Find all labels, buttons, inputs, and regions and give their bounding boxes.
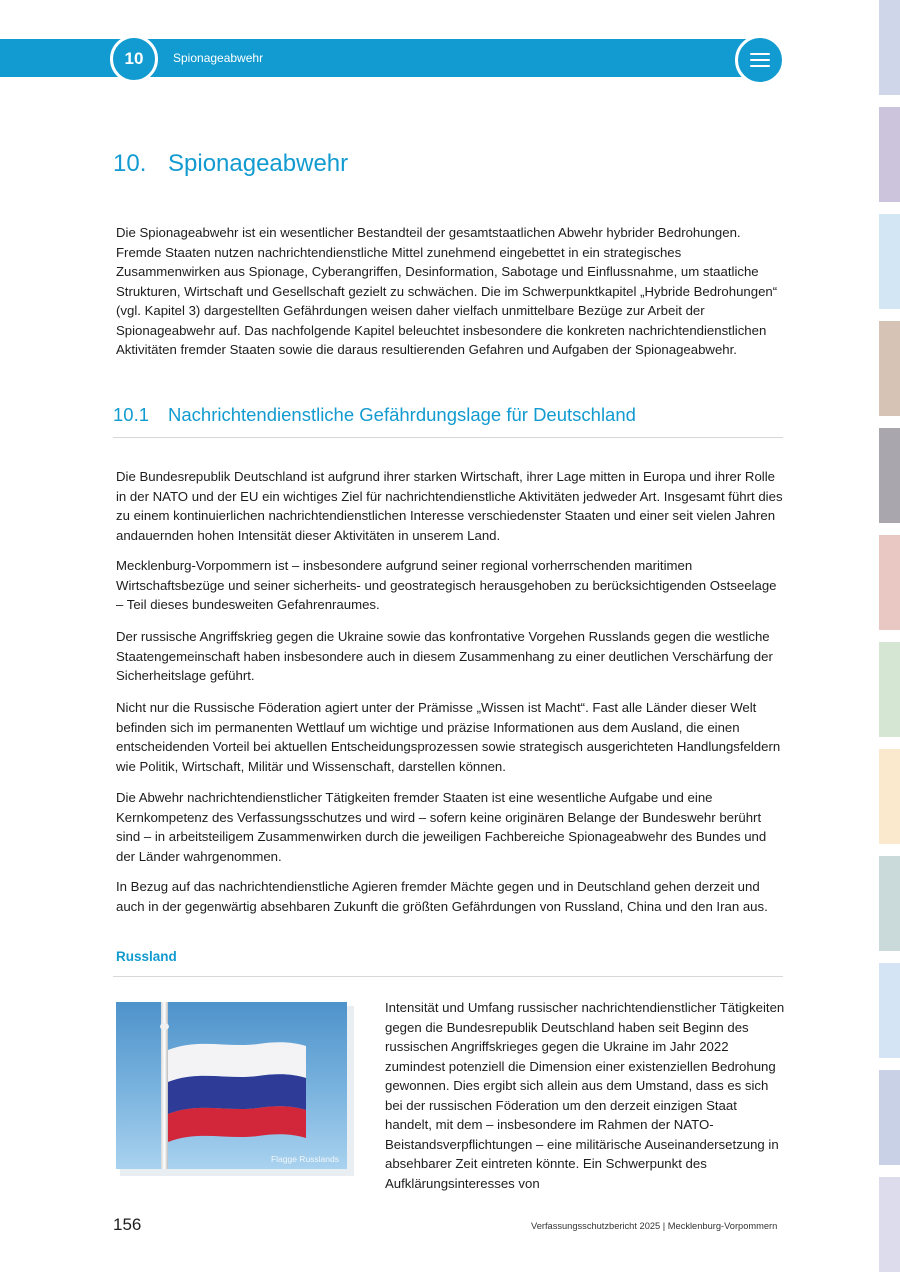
body-paragraph: Die Abwehr nachrichtendienstlicher Tätigkeiten fremder Staaten ist eine wesentliche Aufgabe und eine Kernkompetenz des Verfassungsschutzes und wird – sofern keine originären Belange der Bundeswehr berührt sind – in arbeitsteiligem Zusammenwirken durch die jeweiligen Fachbereiche Spionageabwehr des Bundes und der Länder wahrgenommen. xyxy=(116,790,767,864)
body-paragraph: Nicht nur die Russische Föderation agiert unter der Prämisse „Wissen ist Macht“. Fast alle Länder dieser Welt befinden sich im permanenten Wettlauf um wichtige und präzise Informationen aus dem Ausland, die einen entscheidenden Vorteil bei aktuellen Entscheidungsprozessen sowie strategisch ausgerichteten Handlungsfeldern wie Politik, Wirtschaft, Militär und Wissenschaft, darstellen können. xyxy=(116,700,781,774)
footer-publication: Verfassungsschutzbericht 2025 | Mecklenburg-Vorpommern xyxy=(531,1221,778,1231)
chapter-number-badge: 10 xyxy=(110,35,158,83)
chapter-tab[interactable] xyxy=(879,214,900,309)
chapter-tab[interactable] xyxy=(879,0,900,95)
chapter-tab[interactable] xyxy=(879,107,900,202)
russia-paragraph: Intensität und Umfang russischer nachrichtendienstlicher Tätigkeiten gegen die Bundesrepublik Deutschland haben seit Beginn des russischen Angriffskrieges gegen die Ukraine im Jahr 2022 zumindest potenziell die Dimension einer existenziellen Bedrohung gewonnen. Dies ergibt sich allein aus dem Umstand, dass es sich bei der russischen Föderation um den derzeit einzigen Staat handelt, mit dem – insbesondere im Rahmen der NATO-Beistandsverpflichtungen – eine militärische Auseinandersetzung in absehbarer Zeit eintreten könnte. Ein Schwerpunkt des Aufklärungsinteresses von xyxy=(385,1000,785,1191)
russia-flag-image xyxy=(116,1002,347,1169)
section-heading xyxy=(113,404,636,426)
body-paragraph: Die Bundesrepublik Deutschland ist aufgrund ihrer starken Wirtschaft, ihrer Lage mitten in Europa und ihrer Rolle in der NATO und der EU ein wichtiges Ziel für nachrichtendienstliche Aktivitäten jedweder Art. Insgesamt führt dies zu einem kontinuierlichen nachrichtendienstlichen Interesse verschiedenster Staaten und einer seit vielen Jahren andauernden hohen Intensität dieser Aktivitäten in unserem Land. xyxy=(116,469,783,543)
page-number: 156 xyxy=(113,1215,142,1234)
chapter-tab[interactable] xyxy=(879,749,900,844)
hamburger-icon-line xyxy=(750,59,770,61)
chapter-heading xyxy=(113,150,348,178)
body-paragraph: Der russische Angriffskrieg gegen die Ukraine sowie das konfrontative Vorgehen Russlands gegen die westliche Staatengemeinschaft haben insbesondere auch in diesem Zusammenhang zu einer deutlichen Verschärfung der Sicherheitslage geführt. xyxy=(116,629,773,683)
chapter-tab[interactable] xyxy=(879,535,900,630)
body-paragraph: In Bezug auf das nachrichtendienstliche Agieren fremder Mächte gegen und in Deutschland gehen derzeit und auch in der gegenwärtig absehbaren Zukunft die größten Gefährdungen von Russland, China und den Iran aus. xyxy=(116,879,768,914)
chapter-tab[interactable] xyxy=(879,1177,900,1272)
chapter-tab[interactable] xyxy=(879,856,900,951)
hamburger-icon-line xyxy=(750,65,770,67)
section-heading-number: 10.1 xyxy=(113,404,150,425)
menu-button[interactable] xyxy=(735,35,785,85)
hamburger-icon xyxy=(750,53,770,55)
intro-paragraph: Die Spionageabwehr ist ein wesentlicher Bestandteil der gesamtstaatlichen Abwehr hybrider Bedrohungen. Fremde Staaten nutzen nachrichtendienstliche Mittel zunehmend eingebettet in ein strategisches Zusammenwirken aus Spionage, Cyberangriffen, Desinformation, Sabotage und Einflussnahme, um staatliche Strukturen, Wirtschaft und Gesellschaft gezielt zu schwächen. Die im Schwerpunktkapitel „Hybride Bedrohungen“ (vgl. Kapitel 3) dargestellten Gefährdungen weisen daher vielfach unmittelbare Bezüge zur Arbeit der Spionageabwehr auf. Das nachfolgende Kapitel beleuchtet insbesondere die konkreten nachrichtendienstlichen Aktivitäten fremder Staaten sowie die daraus resultierenden Gefahren und Aufgaben der Spionageabwehr. xyxy=(116,225,778,357)
subsection-heading: Russland xyxy=(116,949,177,964)
chapter-tab[interactable] xyxy=(879,642,900,737)
chapter-tab[interactable] xyxy=(879,963,900,1058)
subsection-divider xyxy=(113,976,783,977)
russian-flag-icon xyxy=(168,1030,306,1144)
section-heading-text: Nachrichtendienstliche Gefährdungslage für Deutschland xyxy=(168,404,636,425)
flagpole-top xyxy=(160,1023,169,1030)
chapter-heading-number: 10. xyxy=(113,150,147,177)
body-paragraph: Mecklenburg-Vorpommern ist – insbesondere aufgrund seiner regional vorherrschenden maritimen Wirtschaftsbezüge und seiner sicherheits- und geostrategisch herausgehoben zu berücksichtigenden Ostseelage – Teil dieses bundesweiten Gefahrenraumes. xyxy=(116,558,777,612)
chapter-tab[interactable] xyxy=(879,1070,900,1165)
section-divider xyxy=(113,437,783,438)
chapter-tabs xyxy=(879,0,900,1272)
chapter-title: Spionageabwehr xyxy=(173,51,264,65)
chapter-tab[interactable] xyxy=(879,321,900,416)
image-caption: Flagge Russlands xyxy=(270,1154,339,1164)
chapter-tab[interactable] xyxy=(879,428,900,523)
chapter-heading-text: Spionageabwehr xyxy=(168,150,349,177)
